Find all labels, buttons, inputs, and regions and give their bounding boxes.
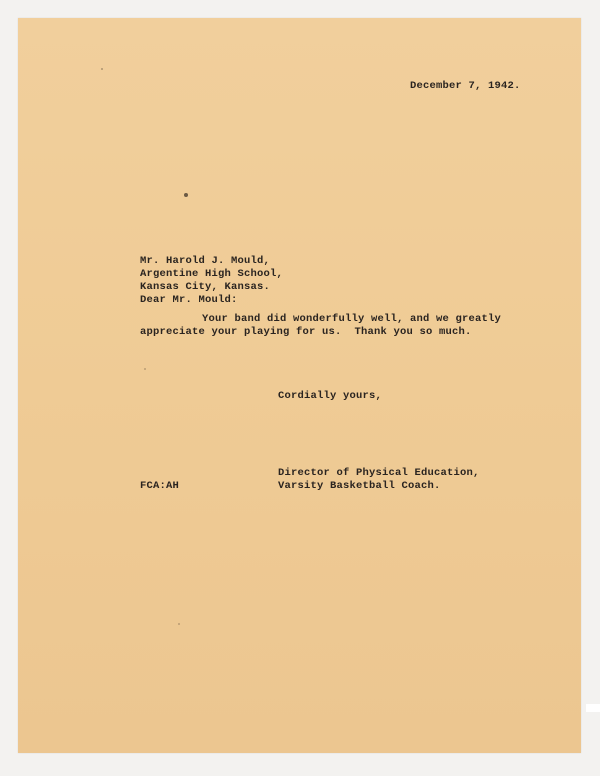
reference-initials: FCA:AH [140,480,180,492]
paper-speck [101,68,103,70]
paper-speck [184,193,188,197]
recipient-name: Mr. Harold J. Mould, [140,255,271,267]
paper-speck [144,368,146,370]
recipient-school: Argentine High School, [140,268,284,280]
letter-body [140,313,501,339]
scan-edge-mark [586,704,600,712]
letter-page [18,18,581,753]
signature-block [278,467,480,493]
salutation: Dear Mr. Mould: [140,294,238,306]
paper-speck [178,623,180,625]
closing: Cordially yours, [278,390,383,402]
letter-date: December 7, 1942. [410,80,521,92]
recipient-address [140,255,283,294]
body-line: appreciate your playing for us. Thank you so much. [140,326,472,338]
signature-title: Director of Physical Education, [278,467,480,479]
body-line: Your band did wonderfully well, and we greatly [202,313,502,325]
recipient-city: Kansas City, Kansas. [140,281,271,293]
signature-title: Varsity Basketball Coach. [278,480,441,492]
